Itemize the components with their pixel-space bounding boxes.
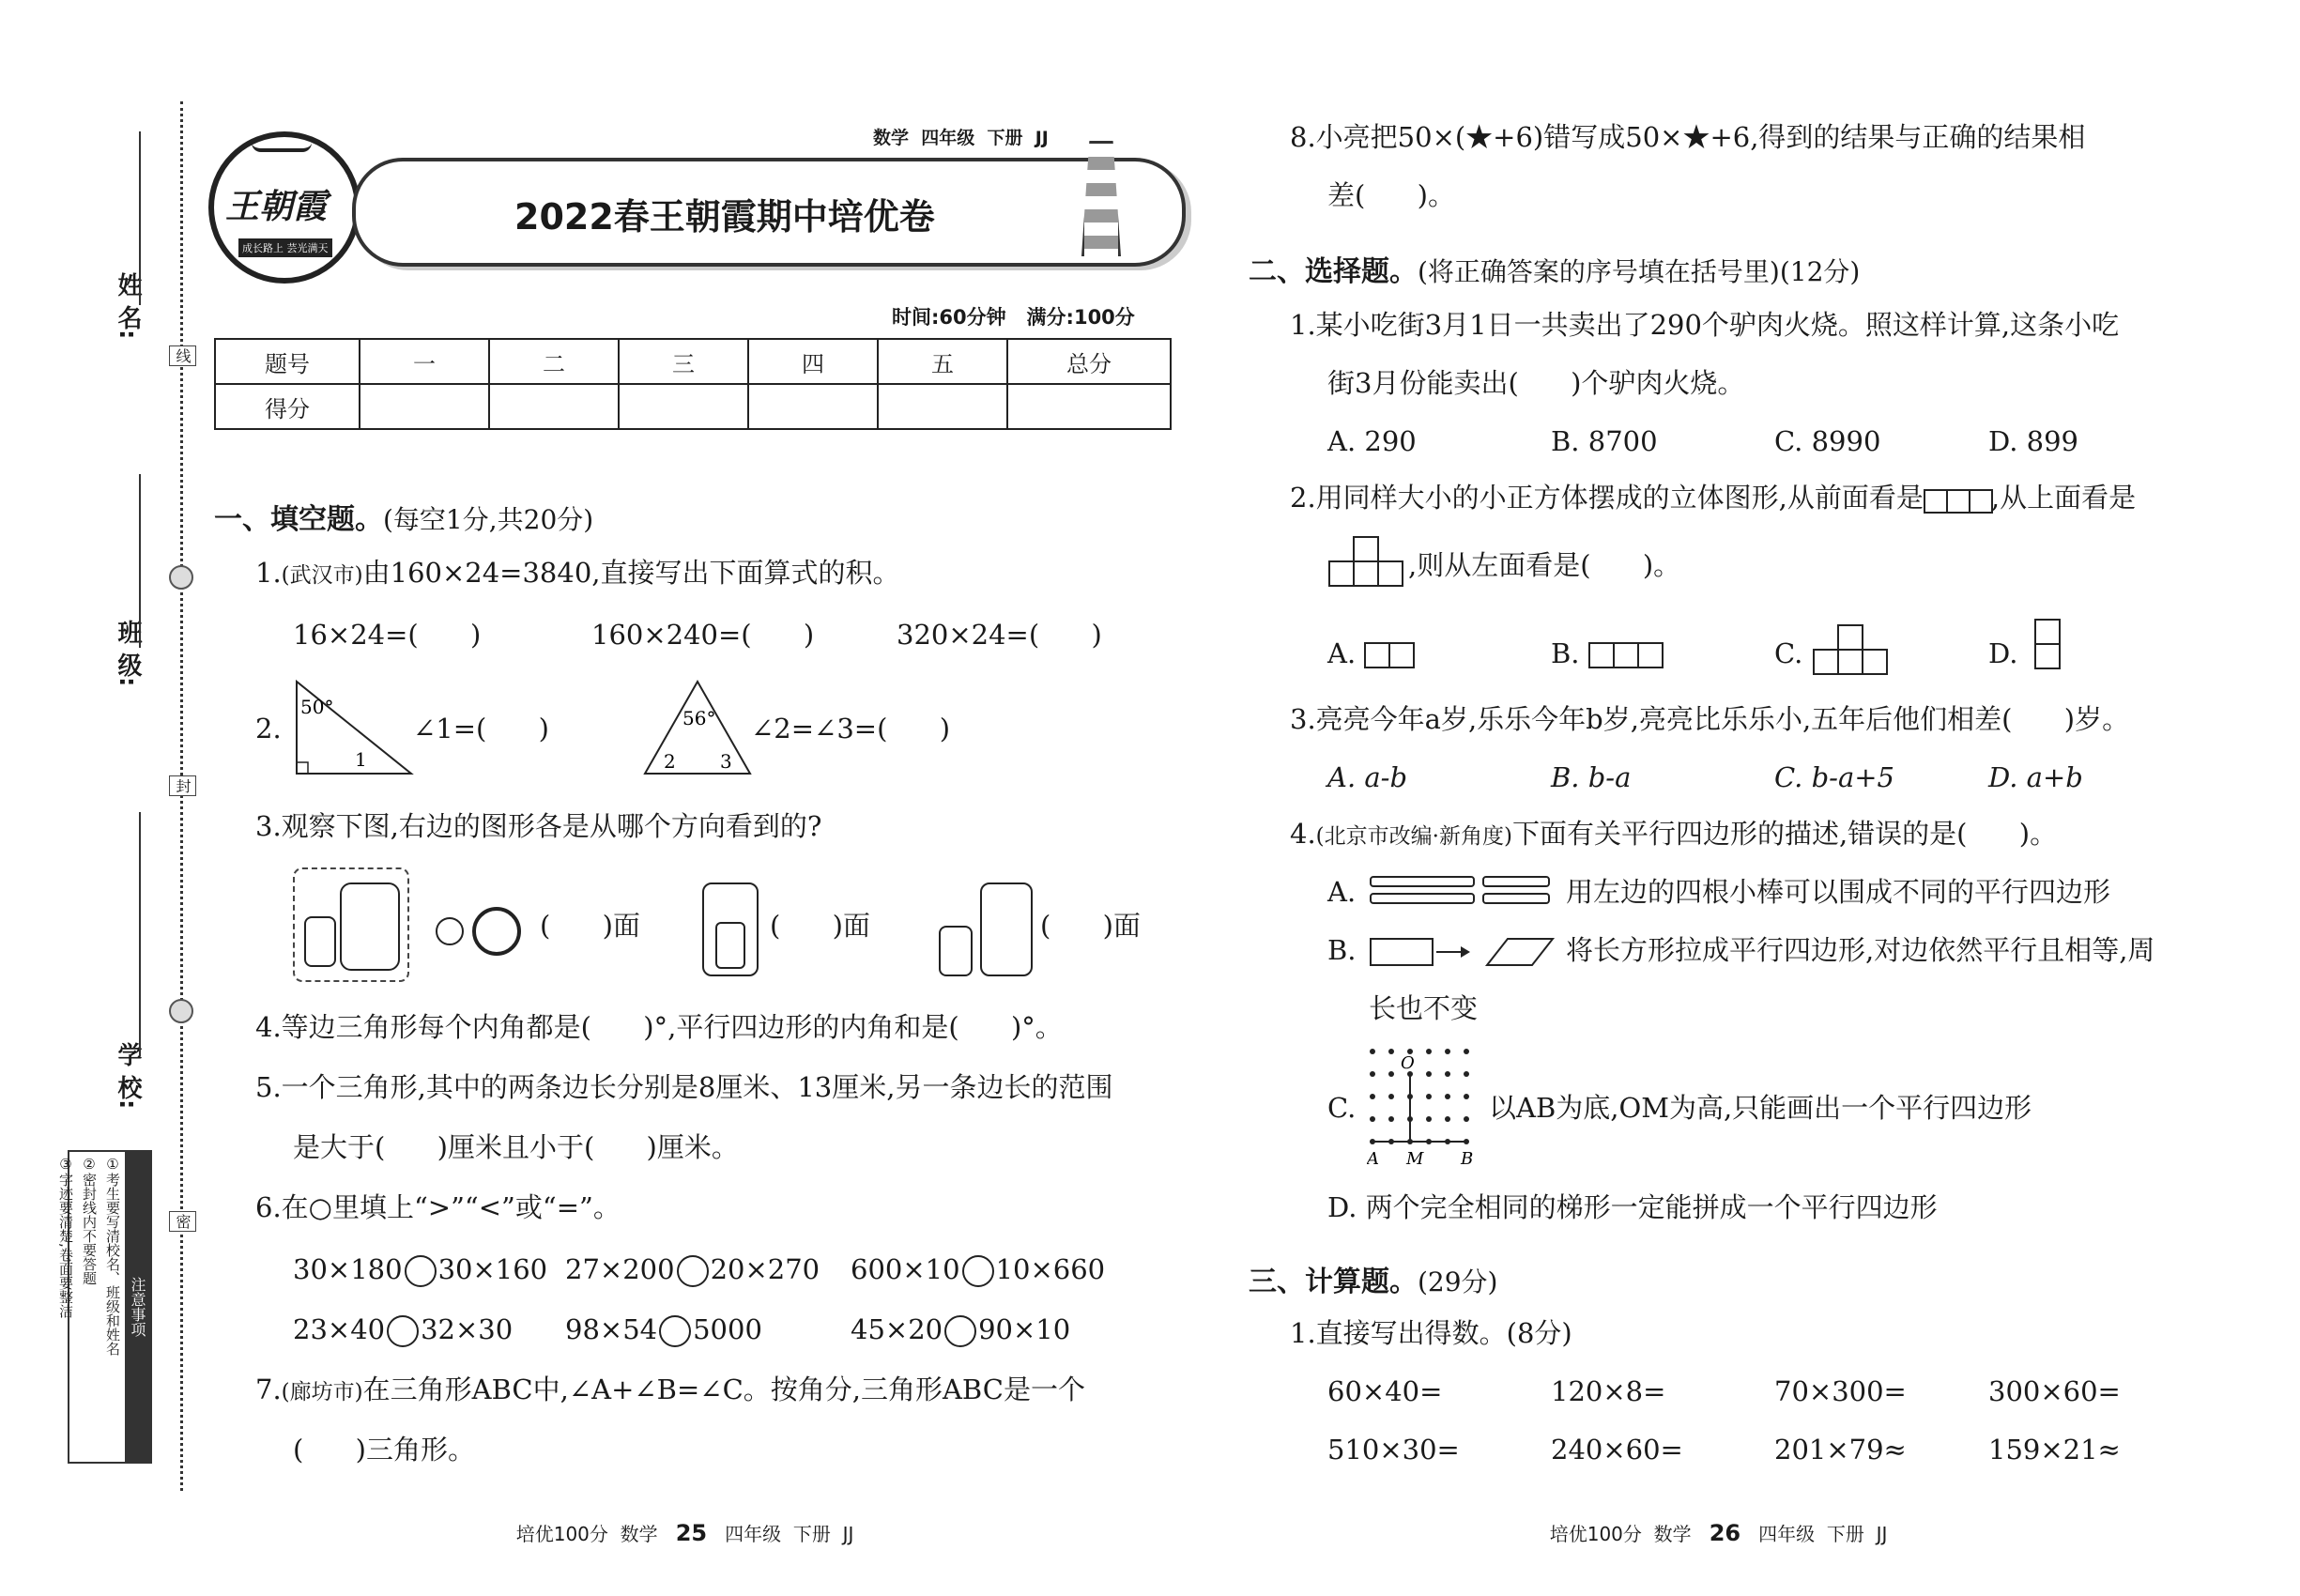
question-2-num: 2. — [255, 713, 282, 744]
choice-2-option-b[interactable]: B. — [1551, 635, 1662, 672]
score-cell: 五 — [878, 339, 1007, 384]
q1-item-3: 320×24=( ) — [897, 619, 1102, 651]
choice-1-option-d[interactable]: D. 899 — [1988, 425, 2079, 457]
choice-1-option-a[interactable]: A. 290 — [1327, 425, 1417, 457]
q2-answer-b: ∠2=∠3=( ) — [751, 713, 951, 744]
choice-2: 2.用同样大小的小正方体摆成的立体图形,从前面看是 ,从上面看是 — [1290, 479, 2136, 518]
q6-compare-3: 600×10 10×660 — [851, 1253, 1106, 1285]
dot-grid-figure — [1367, 1040, 1480, 1172]
notice-title: 注意事项 — [125, 1152, 150, 1462]
top-view-circles — [434, 907, 523, 956]
choice-4-option-b[interactable]: B. — [1327, 934, 1357, 966]
triangle1-angle-label: 50° — [300, 696, 334, 718]
q1-item-1: 16×24=( ) — [293, 619, 482, 651]
score-input[interactable] — [748, 384, 878, 429]
name-field[interactable] — [139, 131, 141, 305]
logo-crown-icon — [252, 120, 312, 152]
side-large-jar-icon — [980, 882, 1033, 976]
seal-dot-2 — [169, 999, 193, 1023]
calc-item: 159×21≈ — [1988, 1434, 2121, 1466]
grid-label-o: O — [1401, 1053, 1415, 1073]
exam-title: 2022春王朝霞期中培优卷 — [514, 196, 935, 238]
question-8: 8.小亮把50×(★+6)错写成50×★+6,得到的结果与正确的结果相 — [1290, 121, 2086, 153]
choice-4-option-d[interactable]: D. 两个完全相同的梯形一定能拼成一个平行四边形 — [1327, 1191, 1938, 1223]
triangle2-angle2-label: 2 — [664, 750, 676, 773]
section-3-title: 三、计算题。(29分) — [1249, 1266, 1498, 1298]
seal-line — [180, 101, 183, 1491]
triangle2-angle3-label: 3 — [720, 750, 732, 773]
circle-small-icon — [436, 917, 464, 945]
choice-4-b-cont: 长也不变 — [1369, 992, 1479, 1024]
section-1-title: 一、填空题。(每空1分,共20分) — [214, 503, 594, 536]
compare-circle[interactable] — [944, 1315, 976, 1347]
q3-figure-box — [293, 867, 409, 982]
question-1: 1.(武汉市)由160×24=3840,直接写出下面算式的积。 — [255, 557, 900, 589]
question-4: 4.等边三角形每个内角都是( )°,平行四边形的内角和是( )°。 — [255, 1011, 1063, 1043]
score-cell: 二 — [489, 339, 619, 384]
side-small-jar-icon — [939, 926, 973, 976]
seal-mark-1: 线 — [169, 345, 196, 366]
score-table — [214, 338, 1172, 430]
front-view-squares — [1924, 481, 1991, 518]
choice-2-option-a[interactable]: A. — [1327, 635, 1413, 672]
triangle1-angle1-label: 1 — [355, 748, 367, 771]
compare-circle[interactable] — [677, 1255, 709, 1287]
q3-blank-1: ( )面 — [540, 910, 640, 942]
q6-compare-4: 23×40 32×30 — [293, 1313, 514, 1345]
choice-3-option-a[interactable]: A. a-b — [1327, 761, 1408, 793]
calc-item: 240×60= — [1551, 1434, 1683, 1466]
compare-circle[interactable] — [659, 1315, 691, 1347]
score-input[interactable] — [489, 384, 619, 429]
choice-1-option-c[interactable]: C. 8990 — [1774, 425, 1881, 457]
notice-item-1: ①考生要写清校名、班级和姓名 — [104, 1156, 121, 1356]
logo-text: 王朝霞 — [225, 187, 328, 226]
calc-item: 60×40= — [1327, 1375, 1443, 1407]
q6-compare-6: 45×20 90×10 — [851, 1313, 1071, 1345]
q6-compare-5: 98×54 5000 — [565, 1313, 762, 1345]
choice-3-option-b[interactable]: B. b-a — [1551, 761, 1632, 793]
score-cell: 得分 — [215, 384, 360, 429]
name-label: 姓 名: — [114, 272, 142, 340]
choice-2-option-c[interactable]: C. — [1774, 637, 1803, 669]
choice-1: 1.某小吃街3月1日一共卖出了290个驴肉火烧。照这样计算,这条小吃 — [1290, 309, 2120, 341]
choice-1-cont: 街3月份能卖出( )个驴肉火烧。 — [1327, 367, 1745, 399]
right-triangle-figure — [291, 676, 418, 779]
circle-large-icon — [472, 907, 521, 956]
score-cell: 四 — [748, 339, 878, 384]
calc-item: 201×79≈ — [1774, 1434, 1907, 1466]
question-7-cont: ( )三角形。 — [293, 1434, 475, 1466]
footer-right: 培优100分 数学 26 四年级 下册 JJ — [1549, 1520, 1888, 1546]
side-view-figure — [939, 882, 1033, 976]
class-label: 班 级: — [114, 620, 142, 687]
grid-label-b: B — [1461, 1149, 1474, 1169]
notice-box — [57, 1150, 152, 1464]
score-input[interactable] — [360, 384, 489, 429]
seal-mark-2: 封 — [169, 775, 196, 796]
q6-compare-2: 27×200 20×270 — [565, 1253, 820, 1285]
question-3: 3.观察下图,右边的图形各是从哪个方向看到的? — [255, 810, 822, 842]
front-view-figure — [702, 882, 759, 976]
score-cell: 总分 — [1007, 339, 1171, 384]
choice-3-option-d[interactable]: D. a+b — [1988, 761, 2083, 793]
question-8-cont: 差( )。 — [1327, 179, 1455, 211]
grid-label-a: A — [1367, 1149, 1379, 1169]
header-meta: 数学 四年级 下册 JJ — [873, 128, 1049, 148]
triangle2-angle-label: 56° — [682, 707, 716, 729]
q1-item-2: 160×240=( ) — [591, 619, 815, 651]
small-jar-icon — [304, 916, 336, 967]
score-row-header — [215, 339, 1171, 384]
inner-jar-icon — [715, 922, 745, 969]
school-label: 学 校: — [114, 1042, 142, 1110]
isosceles-triangle-figure — [641, 676, 754, 779]
calc-item: 510×30= — [1327, 1434, 1460, 1466]
score-input[interactable] — [1007, 384, 1171, 429]
page-number-left: 25 — [675, 1520, 708, 1546]
calc-1: 1.直接写出得数。(8分) — [1290, 1317, 1572, 1349]
score-cell: 题号 — [215, 339, 360, 384]
choice-4-c-text: 以AB为底,OM为高,只能画出一个平行四边形 — [1489, 1092, 2032, 1124]
logo-slogan: 成长路上 芸光满天 — [238, 238, 332, 257]
choice-4-b-text: 将长方形拉成平行四边形,对边依然平行且相等,周 — [1566, 934, 2155, 966]
choice-4-a-text: 用左边的四根小棒可以围成不同的平行四边形 — [1566, 876, 2111, 908]
seal-dot-1 — [169, 565, 193, 590]
choice-3: 3.亮亮今年a岁,乐乐今年b岁,亮亮比乐乐小,五年后他们相差( )岁。 — [1290, 703, 2130, 735]
class-field[interactable] — [139, 474, 141, 648]
option-c-figure — [1812, 622, 1893, 676]
logo-badge — [208, 131, 360, 284]
choice-1-option-b[interactable]: B. 8700 — [1551, 425, 1658, 457]
q3-blank-3: ( )面 — [1040, 910, 1141, 942]
page-number-right: 26 — [1709, 1520, 1741, 1546]
calc-item: 70×300= — [1774, 1375, 1907, 1407]
choice-2-cont: ,则从左面看是( )。 — [1408, 549, 1681, 581]
option-d-figure — [2033, 616, 2063, 672]
school-field[interactable] — [139, 812, 141, 1056]
q2-answer-a: ∠1=( ) — [413, 713, 549, 744]
question-5-cont: 是大于( )厘米且小于( )厘米。 — [293, 1131, 739, 1163]
score-cell: 一 — [360, 339, 489, 384]
top-view-squares — [1327, 533, 1406, 588]
notice-item-3: ③字迹要清楚,卷面要整洁 — [57, 1156, 74, 1318]
choice-4: 4.(北京市改编·新角度)下面有关平行四边形的描述,错误的是( )。 — [1290, 818, 2058, 850]
compare-circle[interactable] — [405, 1255, 437, 1287]
compare-circle[interactable] — [962, 1255, 994, 1287]
rect-to-parallelogram-figure — [1369, 933, 1556, 971]
choice-4-option-c[interactable]: C. — [1327, 1092, 1357, 1124]
score-cell: 三 — [619, 339, 748, 384]
question-6: 6.在○里填上“>”“<”或“=”。 — [255, 1191, 621, 1223]
calc-item: 300×60= — [1988, 1375, 2121, 1407]
seal-mark-3: 密 — [169, 1211, 196, 1232]
time-score: 时间:60分钟 满分:100分 — [892, 306, 1135, 329]
large-jar-icon — [340, 882, 400, 971]
footer-left: 培优100分 数学 25 四年级 下册 JJ — [515, 1520, 854, 1546]
q6-compare-1: 30×180 30×160 — [293, 1253, 548, 1285]
score-row-values — [215, 384, 1171, 429]
q3-blank-2: ( )面 — [770, 910, 870, 942]
score-input[interactable] — [878, 384, 1007, 429]
question-7: 7.(廊坊市)在三角形ABC中,∠A+∠B=∠C。按角分,三角形ABC是一个 — [255, 1373, 1085, 1405]
section-2-title: 二、选择题。(将正确答案的序号填在括号里)(12分) — [1249, 255, 1861, 288]
choice-2-option-d[interactable]: D. — [1988, 637, 2018, 669]
compare-circle[interactable] — [387, 1315, 419, 1347]
grid-label-m: M — [1406, 1149, 1424, 1169]
question-5: 5.一个三角形,其中的两条边长分别是8厘米、13厘米,另一条边长的范围 — [255, 1071, 1113, 1103]
calc-item: 120×8= — [1551, 1375, 1666, 1407]
score-input[interactable] — [619, 384, 748, 429]
choice-3-option-c[interactable]: C. b-a+5 — [1774, 761, 1894, 793]
four-sticks-figure — [1369, 873, 1556, 911]
notice-item-2: ②密封线内不要答题 — [81, 1156, 98, 1285]
choice-4-option-a[interactable]: A. — [1327, 876, 1357, 908]
